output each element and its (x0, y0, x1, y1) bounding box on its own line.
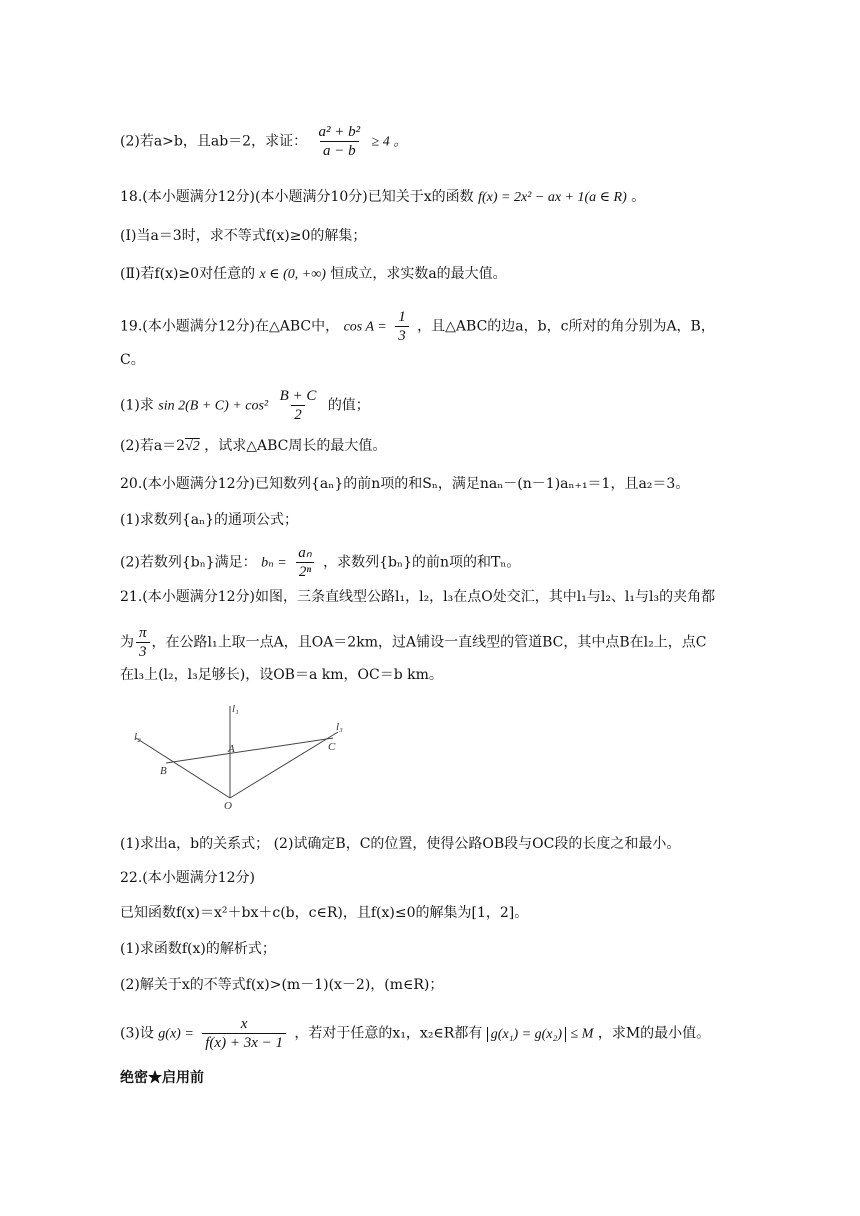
q19-part2 (120, 436, 386, 457)
q20-part1: (1)求数列{aₙ}的通项公式； (120, 512, 299, 528)
q18-heading-text: 18.(本小题满分12分)(本小题满分10分)已知关于x的函数 (120, 189, 474, 205)
q22-part3-d: ，求M的最小值。 (597, 1025, 711, 1042)
q22-part3-b: ，若对于任意的x₁，x₂∈R都有 (294, 1025, 483, 1042)
q20-part2 (120, 544, 520, 581)
label-l1: l₁ (232, 703, 239, 715)
road-l3 (230, 732, 338, 798)
q22-part3-a: (3)设 (120, 1025, 154, 1042)
q18-part1: (Ⅰ)当a＝3时，求不等式f(x)≥0的解集； (120, 228, 367, 244)
label-l2: l₂ (134, 731, 141, 743)
road-l2 (136, 738, 230, 798)
q17-fraction (316, 123, 364, 160)
q22-frac-num: x (240, 1016, 248, 1032)
q19-part1-fraction (277, 387, 320, 424)
q21-frac-num: π (139, 625, 147, 641)
q17-part2-prefix: (2)若a>b，且ab＝2，求证： (120, 133, 308, 150)
q21-line1: 21.(本小题满分12分)如图，三条直线型公路l₁，l₂，l₃在点O处交汇，其中l₁与l₂、l₁与l₃的夹角都 (120, 589, 716, 605)
q19-cos: cos A = (343, 319, 387, 335)
q22-part2: (2)解关于x的不等式f(x)>(m－1)(x－2)，(m∈R)； (120, 977, 444, 993)
q21-line2-a: 为 (120, 634, 134, 651)
q19-heading-text: 19.(本小题满分12分)在△ABC中， (120, 318, 340, 335)
footer-confidential: 绝密★启用前 (120, 1070, 204, 1086)
q20-fraction (295, 544, 314, 581)
q20-frac-num: aₙ (298, 545, 312, 561)
label-c: C (328, 741, 336, 753)
q21-line3: 在l₃上(l₂，l₃足够长)，设OB＝a km，OC＝b km。 (120, 667, 443, 683)
q22-heading: 22.(本小题满分12分) (120, 870, 256, 886)
road-diagram (128, 700, 368, 812)
q21-subquestions: (1)求出a，b的关系式； (2)试确定B，C的位置，使得公路OB段与OC段的长度之和最小。 (120, 836, 681, 852)
q22-part3-c: ≤ M (570, 1026, 594, 1042)
q18-end: 。 (631, 189, 646, 205)
q21-line2-b: ，在公路l₁上取一点A，且OA＝2km，过A铺设一直线型的管道BC，其中点B在l₂上，点C (151, 634, 707, 651)
q19-part1-expr: sin 2(B + C) + cos² (158, 398, 269, 414)
q19-part1-c: 的值； (327, 397, 370, 414)
q20-part2-a: (2)若数列{bₙ}满足： (120, 554, 257, 571)
q21-frac-den: 3 (136, 642, 150, 661)
q18-heading (120, 187, 645, 208)
q22-part3-abs: g(x₁) = g(x₂) (487, 1027, 566, 1042)
label-l3: l₃ (336, 721, 343, 733)
q19-part2-c: ，试求△ABC周长的最大值。 (204, 438, 387, 454)
q19-fraction (395, 308, 409, 345)
q20-part2-c: ，求数列{bₙ}的前n项的和Tₙ。 (323, 554, 521, 571)
q18-part2 (120, 264, 507, 285)
q22-part3 (120, 1015, 710, 1052)
q20-frac-den: 2ⁿ (296, 562, 314, 581)
q22-frac-den: f(x) + 3x − 1 (202, 1033, 286, 1052)
q17-frac-num: a² + b² (318, 124, 361, 140)
q22-fraction (202, 1015, 286, 1052)
q19-frac-num: 1 (398, 309, 406, 325)
q19-part2-a: (2)若a＝2 (120, 438, 186, 454)
q19-heading (120, 308, 715, 345)
q18-function: f(x) = 2x² − ax + 1(a ∈ R) (478, 190, 627, 205)
label-o: O (224, 800, 232, 812)
q18-part2-domain: x ∈ (0, +∞) (259, 267, 326, 282)
label-a: A (228, 743, 235, 755)
q21-fraction (136, 624, 150, 661)
q18-part2-c: 恒成立，求实数a的最大值。 (330, 266, 507, 282)
label-b: B (160, 765, 167, 777)
q18-part2-a: (Ⅱ)若f(x)≥0对任意的 (120, 266, 256, 282)
q22-given: 已知函数f(x)＝x²＋bx＋c(b，c∈R)，且f(x)≤0的解集为[1，2]。 (120, 905, 529, 921)
q20-heading: 20.(本小题满分12分)已知数列{aₙ}的前n项的和Sₙ，满足naₙ－(n－1)aₙ₊₁＝1，且a₂＝3。 (120, 476, 690, 492)
q17-part2 (120, 123, 407, 160)
q20-part2-b: bₙ = (261, 555, 287, 571)
q17-part2-suffix: ≥ 4 。 (371, 134, 408, 150)
q21-line2 (120, 624, 706, 661)
q19-part1-a: (1)求 (120, 397, 154, 414)
q19-part2-sqrt: √2 (185, 439, 200, 454)
q22-part3-g: g(x) = (158, 1026, 194, 1042)
q22-part1: (1)求函数f(x)的解析式； (120, 941, 276, 957)
q19-heading-tail: ，且△ABC的边a，b，c所对的角分别为A，B， (417, 318, 715, 335)
q19-part1-num: B + C (279, 388, 317, 404)
q17-frac-den: a − b (320, 141, 359, 160)
q19-frac-den: 3 (395, 326, 409, 345)
q19-heading-cont: C。 (120, 352, 145, 368)
q19-part1 (120, 387, 370, 424)
q19-part1-den: 2 (291, 405, 305, 424)
